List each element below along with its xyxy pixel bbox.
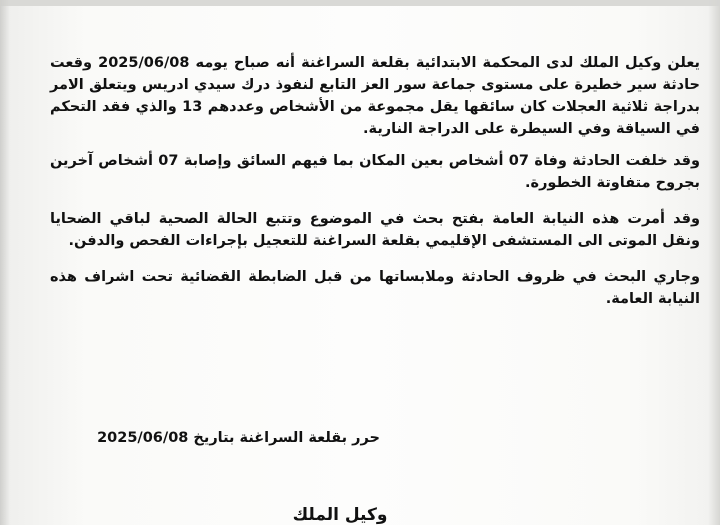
paragraph-incident: يعلن وكيل الملك لدى المحكمة الابتدائية بقلعة السراغنة أنه صباح يومه 2025/06/08 وقعت حادثة سير خطيرة على مستوى جماعة سور العز التابع لنفوذ درك سيدي ادريس ويتعلق الامر بدراجة ثلاثية العجلات كان سائقها يقل مجموعة من الأشخاص وعددهم 13 والذي فقد التحكم في السياقة وفي السيطرة على الدراجة النارية. [50,55,700,137]
page-top-edge [0,0,720,6]
page-left-shadow [0,0,10,525]
issue-date-line: حرر بقلعة السراغنة بتاريخ 2025/06/08 [97,430,380,446]
announcement-body [50,52,700,310]
signature-title: وكيل الملك [292,505,388,525]
paragraph-investigation: وجاري البحث في ظروف الحادثة وملابساتها من قبل الضابطة القضائية تحت اشراف هذه النيابة العامة. [50,269,700,307]
paragraph-orders: وقد أمرت هذه النيابة العامة بفتح بحث في الموضوع وتتبع الحالة الصحية لباقي الضحايا ونقل الموتى الى المستشفى الإقليمي بقلعة السراغنة للتعجيل بإجراءات الفحص والدفن. [50,211,700,249]
paragraph-casualties: وقد خلفت الحادثة وفاة 07 أشخاص بعين المكان بما فيهم السائق وإصابة 07 أشخاص آخرين بجروح متفاوتة الخطورة. [50,153,700,191]
page-right-shadow [708,0,720,525]
